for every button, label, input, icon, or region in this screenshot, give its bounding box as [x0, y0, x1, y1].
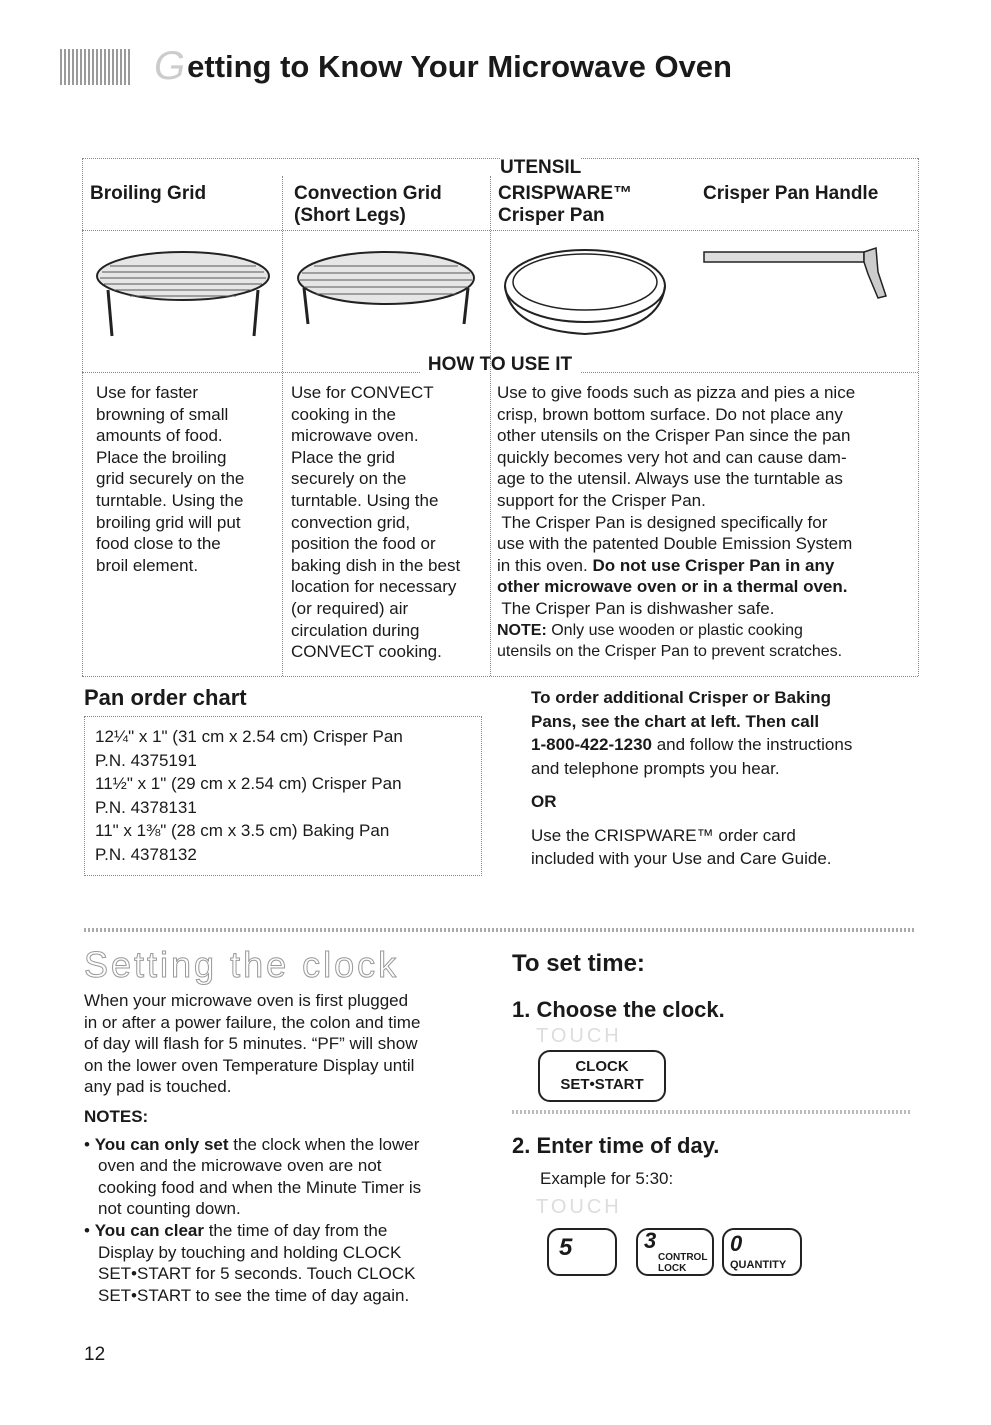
text-line: broil element. — [96, 555, 199, 575]
text-line: Display by touching and holding CLOCK — [98, 1242, 402, 1262]
col-convection-grid-sub: (Short Legs) — [294, 205, 406, 226]
pad-sub-label: QUANTITY — [730, 1259, 787, 1271]
example-text: Example for 5:30: — [540, 1169, 674, 1188]
pan-size: 12¼" x 1" (31 cm x 2.54 cm) Crisper Pan — [95, 727, 403, 746]
note-text: utensils on the Crisper Pan to prevent scratches. — [497, 643, 843, 661]
text-line: Use to give foods such as pizza and pies a nice — [497, 383, 856, 402]
text-span: the clock when the lower — [228, 1134, 420, 1154]
clock-set-start-pad[interactable] — [538, 1050, 666, 1102]
number-pad-0[interactable] — [722, 1228, 802, 1276]
pan-part-number: P.N. 4378132 — [95, 844, 197, 864]
col-crispware: CRISPWARE™ — [498, 183, 633, 204]
warning-text: Do not use Crisper Pan in any — [592, 555, 835, 575]
text-span: the time of day from the — [203, 1220, 388, 1240]
text-line: cooking in the — [291, 404, 396, 424]
pad-sub-label — [658, 1252, 707, 1274]
order-text: Pans, see the chart at left. Then call — [531, 711, 820, 731]
crisper-pan-illustration — [500, 246, 670, 346]
phone-number: 1-800-422-1230 — [531, 735, 652, 754]
number-pad-3[interactable] — [636, 1228, 714, 1276]
text-line: quickly becomes very hot and can cause dam- — [497, 447, 847, 467]
pad-label: SET•START — [560, 1076, 644, 1093]
text-line: When your microwave oven is first plugged — [84, 991, 409, 1010]
text-line: SET•START to see the time of day again. — [98, 1285, 410, 1305]
col-crisper-handle: Crisper Pan Handle — [703, 183, 879, 204]
pan-part-number: P.N. 4375191 — [95, 750, 197, 770]
broiling-grid-illustration — [90, 236, 276, 346]
text-line: browning of small — [96, 404, 229, 424]
pan-order-heading: Pan order chart — [84, 685, 247, 710]
set-time-heading: To set time: — [512, 950, 645, 977]
text-line: not counting down. — [98, 1199, 241, 1219]
col-broiling-grid: Broiling Grid — [90, 183, 207, 204]
order-text: To order additional Crisper or Baking — [531, 688, 832, 707]
text-line: oven and the microwave oven are not — [98, 1156, 382, 1176]
or-label: OR — [531, 792, 557, 811]
pan-size: 11½" x 1" (29 cm x 2.54 cm) Crisper Pan — [95, 774, 402, 793]
order-text: included with your Use and Care Guide. — [531, 849, 832, 868]
text-line: in or after a power failure, the colon and time — [84, 1012, 421, 1032]
col-convection-grid: Convection Grid — [294, 183, 442, 204]
text-line: on the lower oven Temperature Display until — [84, 1055, 415, 1075]
text-line: Place the broiling — [96, 447, 227, 467]
pad-digit: 5 — [559, 1234, 573, 1261]
title-initial: G — [154, 44, 186, 88]
text-line: The Crisper Pan is designed specifically for — [497, 512, 828, 532]
text-line: (or required) air — [291, 598, 409, 618]
text-line: food close to the — [96, 534, 221, 554]
text-line: Use for faster — [96, 383, 199, 402]
step-divider — [512, 1110, 912, 1114]
howto-broiling — [96, 382, 244, 576]
text-line: turntable. Using the — [291, 490, 439, 510]
note-line — [497, 620, 915, 642]
pad-digit: 0 — [730, 1231, 743, 1256]
clock-heading: Setting the clock — [84, 944, 400, 985]
howto-convection — [291, 382, 460, 663]
order-text: and telephone prompts you hear. — [531, 758, 780, 778]
note-1: • You can only set the clock when the lower — [84, 1134, 420, 1154]
page-title — [60, 44, 732, 89]
step-2-title: 2. Enter time of day. — [512, 1133, 720, 1158]
text-line: location for necessary — [291, 577, 457, 597]
note-label: NOTE: — [497, 621, 547, 639]
utensil-heading: UTENSIL — [500, 157, 582, 178]
pan-order-box — [84, 716, 482, 876]
pad-label: CLOCK — [575, 1058, 629, 1075]
order-info — [531, 686, 931, 871]
text-line: securely on the — [291, 469, 407, 489]
text-line: amounts of food. — [96, 426, 223, 446]
text-line: cooking food and when the Minute Timer is — [98, 1177, 422, 1197]
note-emphasis: You can only set — [94, 1134, 229, 1154]
text-line: crisp, brown bottom surface. Do not place any — [497, 404, 843, 424]
note-2: • You can clear the time of day from the — [84, 1220, 388, 1240]
number-pad-5[interactable] — [547, 1228, 617, 1276]
text-line: position the food or — [291, 534, 436, 554]
text-line: The Crisper Pan is dishwasher safe. — [497, 598, 775, 618]
howto-crisper — [497, 382, 915, 663]
section-divider — [84, 928, 914, 932]
text-line: turntable. Using the — [96, 490, 244, 510]
clock-intro — [84, 990, 494, 1306]
text-line: baking dish in the best — [291, 555, 461, 575]
col-crisper-pan: Crisper Pan — [498, 205, 605, 226]
touch-label: TOUCH — [536, 1196, 622, 1218]
text-line: any pad is touched. — [84, 1077, 232, 1097]
howto-heading: HOW TO USE IT — [420, 354, 580, 376]
text-span: in this oven. — [497, 555, 593, 575]
pan-part-number: P.N. 4378131 — [95, 797, 197, 817]
notes-label: NOTES: — [84, 1106, 149, 1126]
text-line: age to the utensil. Always use the turntable as — [497, 469, 843, 489]
note-emphasis: You can clear — [94, 1220, 204, 1240]
text-line: CONVECT cooking. — [291, 642, 442, 662]
text-line: microwave oven. — [291, 426, 419, 446]
step-1-title: 1. Choose the clock. — [512, 997, 725, 1022]
text-line: circulation during — [291, 620, 420, 640]
order-text: Use the CRISPWARE™ order card — [531, 825, 796, 845]
page-number: 12 — [84, 1344, 106, 1365]
pad-sub-text: LOCK — [658, 1263, 687, 1274]
text-line: Place the grid — [291, 447, 395, 467]
header-stripe-graphic — [60, 49, 130, 85]
convection-grid-illustration — [290, 236, 482, 346]
text-line: SET•START for 5 seconds. Touch CLOCK — [98, 1264, 416, 1284]
text-line: use with the patented Double Emission System — [497, 534, 853, 554]
pan-size: 11" x 1⅜" (28 cm x 3.5 cm) Baking Pan — [95, 821, 390, 840]
title-text: etting to Know Your Microwave Oven — [187, 48, 732, 84]
text-line: convection grid, — [291, 512, 411, 532]
text-line: of day will flash for 5 minutes. “PF” will show — [84, 1034, 418, 1054]
text-line: grid securely on the — [96, 469, 245, 489]
text-line: support for the Crisper Pan. — [497, 490, 706, 510]
crisper-handle-illustration — [700, 244, 900, 314]
text-line: Use for CONVECT — [291, 383, 434, 402]
order-text — [531, 733, 931, 757]
text-line: other utensils on the Crisper Pan since the pan — [497, 426, 851, 446]
note-text: Only use wooden or plastic cooking — [546, 621, 803, 639]
text-line — [497, 555, 915, 577]
warning-text: other microwave oven or in a thermal oven. — [497, 577, 848, 597]
text-line: broiling grid will put — [96, 512, 241, 532]
pad-sub-text: CONTROL — [658, 1252, 708, 1263]
text-span: and follow the instructions — [651, 735, 853, 754]
pad-digit: 3 — [644, 1228, 657, 1253]
touch-label: TOUCH — [536, 1025, 622, 1047]
